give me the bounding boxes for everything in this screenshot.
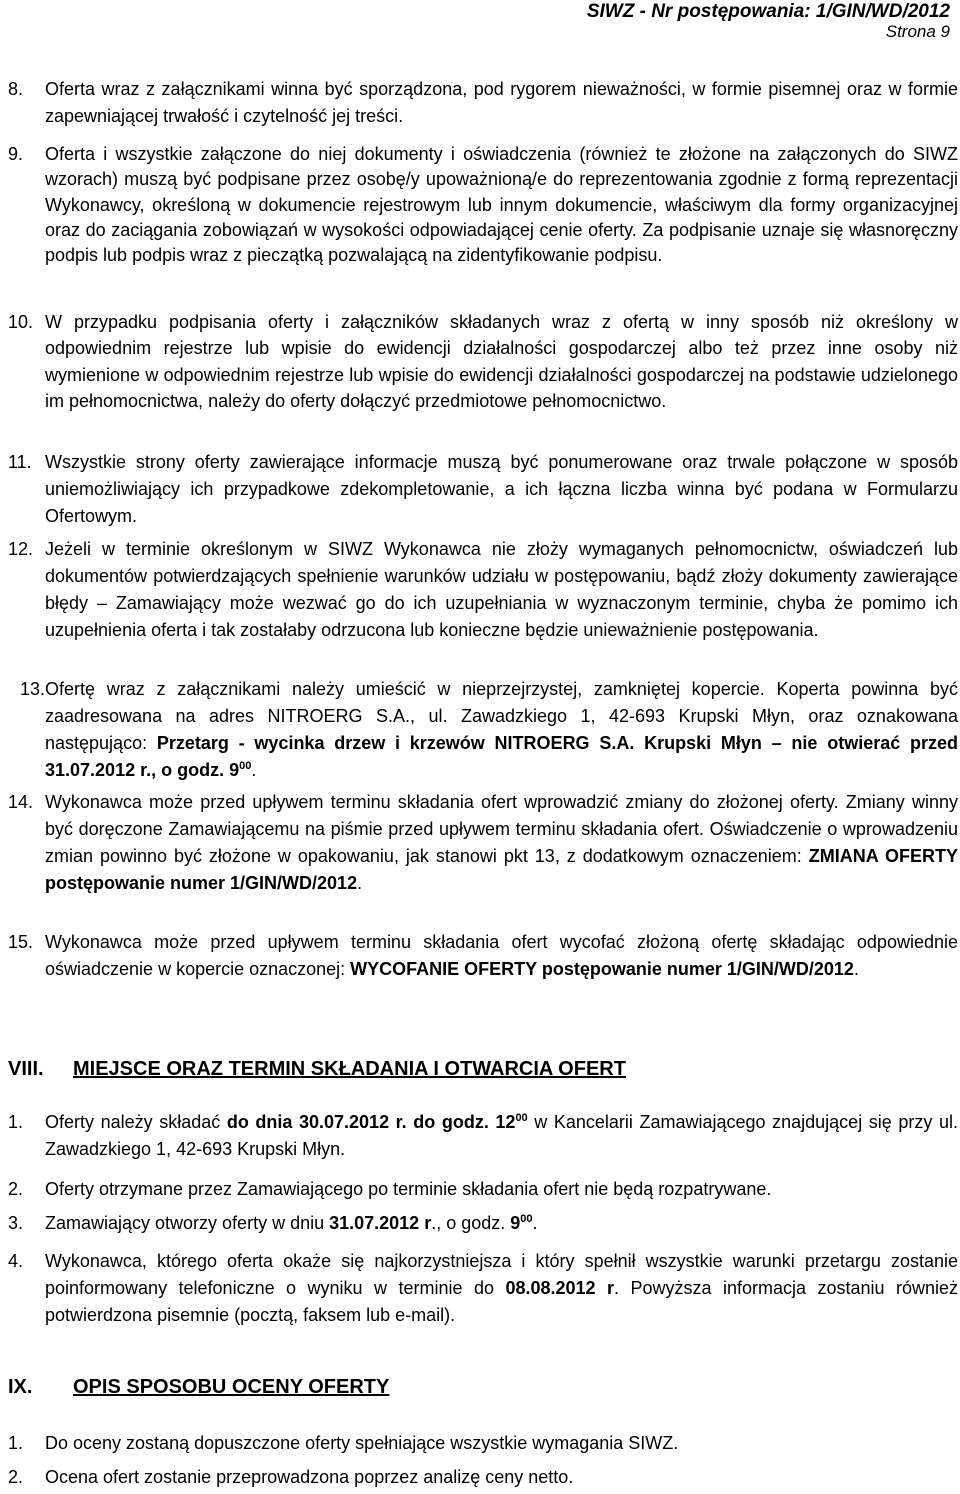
header-title: SIWZ - Nr postępowania: 1/GIN/WD/2012 — [586, 1, 950, 22]
list-item-ix-2 — [0, 1464, 960, 1491]
section-number: IX. — [8, 1376, 33, 1398]
list-item-12 — [0, 536, 960, 644]
header-page-number: Strona 9 — [885, 22, 950, 41]
section-title: OPIS SPOSOBU OCENY OFERTY — [73, 1376, 390, 1398]
item-number: 10. — [8, 312, 34, 332]
item-text: Oferty należy składać do dnia 30.07.2012 r. do godz. $12^{00}$ w Kancelarii Zamawiającego znajdującej się przy ul. Zawadzkiego 1, 42-693 Krupski Młyn. — [45, 1112, 958, 1159]
list-item-viii-3 — [0, 1210, 960, 1237]
list-item-9 — [0, 142, 960, 268]
list-item-13 — [0, 676, 960, 784]
list-item-8 — [0, 76, 960, 130]
item-number: 8. — [8, 79, 24, 99]
item-number: 1. — [8, 1112, 24, 1132]
item-text: Jeżeli w terminie określonym w SIWZ Wykonawca nie złoży wymaganych pełnomocnictw, oświadczeń lub dokumentów potwierdzających spełnienie warunków udziału w postępowaniu, bądź złoży dokumenty zawierające błędy – Zamawiający może wezwać go do ich uzupełniania w wyznaczonym terminie, chyba że pomimo ich uzupełnienia oferta i tak zostałaby odrzucona lub konieczne będzie unieważnienie postępowania. — [45, 539, 958, 640]
change-marking: ZMIANA OFERTY postępowanie numer 1/GIN/WD/2012 — [45, 846, 959, 893]
list-item-10 — [0, 309, 960, 414]
item-text: Do oceny zostaną dopuszczone oferty spełniające wszystkie wymagania SIWZ. — [45, 1433, 679, 1453]
list-item-viii-1 — [0, 1109, 960, 1163]
item-number: 11. — [8, 452, 32, 472]
list-item-14 — [0, 789, 960, 897]
item-text: Wykonawca, którego oferta okaże się najkorzystniejsza i który spełnił wszystkie warunki przetargu zostanie poinformowany telefoniczne o wyniku w terminie do 08.08.2012 r. Powyższa informacja zostaniu również potwierdzona pisemnie (pocztą, faksem lub e-mail). — [45, 1251, 958, 1325]
item-text: Zamawiający otworzy oferty w dniu 31.07.2012 r., o godz. $9^{00}$. — [45, 1213, 538, 1233]
withdrawal-marking: WYCOFANIE OFERTY postępowanie numer 1/GIN/WD/2012 — [350, 959, 854, 979]
item-number: 2. — [8, 1467, 24, 1487]
section-number: VIII. — [8, 1058, 44, 1080]
list-item-viii-2 — [0, 1176, 960, 1203]
item-number: 13. — [20, 679, 46, 699]
item-number: 9. — [8, 144, 24, 164]
envelope-marking: Przetarg - wycinka drzew i krzewów NITROERG S.A. Krupski Młyn – nie otwierać przed 31.07.2012 r., o godz. 9 — [45, 733, 959, 780]
list-item-viii-4 — [0, 1248, 960, 1329]
item-text: Oferty otrzymane przez Zamawiającego po terminie składania ofert nie będą rozpatrywane. — [45, 1179, 772, 1199]
item-number: 14. — [8, 792, 34, 812]
item-text: W przypadku podpisania oferty i załączników składanych wraz z ofertą w inny sposób niż określony w odpowiednim rejestrze lub wpisie do ewidencji działalności gospodarczej albo też przez inne osoby niż wymienione w odpowiednim rejestrze lub wpisie do ewidencji działalności gospodarczej na podstawie udzielonego im pełnomocnictwa, należy do oferty dołączyć przedmiotowe pełnomocnictwo. — [45, 312, 958, 411]
list-item-11 — [0, 449, 960, 530]
item-text: Ofertę wraz z załącznikami należy umieścić w nieprzejrzystej, zamkniętej kopercie. Koperta powinna być zaadresowana na adres NITROERG S.A., ul. Zawadzkiego 1, 42-693 Krupski Młyn, oraz oznakowana następująco: Przetarg - wycinka drzew i krzewów NITROERG S.A. Krupski Młyn – nie otwierać przed 31.07.2012 r., o godz. $9^{00}$. — [45, 679, 959, 780]
item-text: Oferta i wszystkie załączone do niej dokumenty i oświadczenia (również te złożone na załączonych do SIWZ wzorach) muszą być podpisane przez osobę/y upoważnioną/e do reprezentowania zgodnie z formą reprezentacji Wykonawcy, określoną w dokumencie rejestrowym lub innym dokumencie, właściwym dla formy organizacyjnej oraz do zaciągania zobowiązań w wysokości odpowiadającej cenie oferty. Za podpisanie uznaje się własnoręczny podpis lub podpis wraz z pieczątką pozwalającą na zidentyfikowanie podpisu. — [45, 144, 958, 266]
item-text: Ocena ofert zostanie przeprowadzona poprzez analizę ceny netto. — [45, 1467, 574, 1487]
item-number: 15. — [8, 932, 34, 952]
list-item-15 — [0, 929, 960, 983]
item-number: 12. — [8, 539, 34, 559]
item-text: Wszystkie strony oferty zawierające informacje muszą być ponumerowane oraz trwale połączone w sposób uniemożliwiający ich przypadkowe zdekompletowanie, a ich łączna liczba winna być podana w Formularzu Ofertowym. — [45, 452, 958, 526]
item-number: 2. — [8, 1179, 24, 1199]
item-text: Wykonawca może przed upływem terminu składania ofert wprowadzić zmiany do złożonej oferty. Zmiany winny być doręczone Zamawiającemu na piśmie przed upływem terminu składania ofert. Oświadczenie o wprowadzeniu zmian powinno być złożone w opakowaniu, jak stanowi pkt 13, z dodatkowym oznaczeniem: ZMIANA OFERTY postępowanie numer 1/GIN/WD/2012. — [45, 792, 959, 893]
item-text: Wykonawca może przed upływem terminu składania ofert wycofać złożoną ofertę składając odpowiednie oświadczenie w kopercie oznaczonej: WYCOFANIE OFERTY postępowanie numer 1/GIN/WD/2012. — [45, 932, 958, 979]
item-number: 1. — [8, 1433, 24, 1453]
list-item-ix-1 — [0, 1430, 960, 1457]
item-number: 3. — [8, 1213, 24, 1233]
item-text: Oferta wraz z załącznikami winna być sporządzona, pod rygorem nieważności, w formie pisemnej oraz w formie zapewniającej trwałość i czytelność jej treści. — [45, 79, 958, 126]
section-title: MIEJSCE ORAZ TERMIN SKŁADANIA I OTWARCIA OFERT — [73, 1058, 626, 1080]
item-number: 4. — [8, 1251, 24, 1271]
